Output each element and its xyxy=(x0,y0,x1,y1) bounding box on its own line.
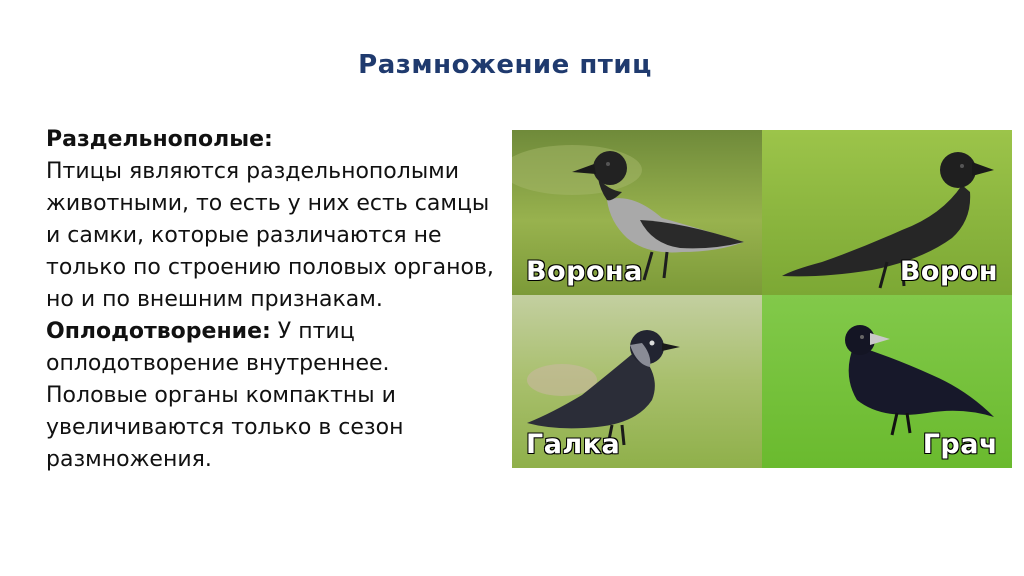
slide-title: Размножение птиц xyxy=(358,50,652,80)
photo-label-rook: Грач xyxy=(922,429,998,460)
photo-label-jackdaw: Галка xyxy=(526,429,621,460)
photo-label-hooded-crow: Ворона xyxy=(526,256,643,287)
paragraph-dioecious: Птицы являются раздельнополыми животными, то есть у них есть самцы и самки, которые различаются не только по строению половых органов, но и по внешним признакам. xyxy=(46,159,494,312)
paragraph-fertilization: У птиц оплодотворение внутреннее. Половые органы компактны и увеличиваются только в сезон размножения. xyxy=(46,319,404,472)
photo-hooded-crow xyxy=(512,130,762,295)
heading-fertilization: Оплодотворение: xyxy=(46,319,271,344)
heading-dioecious: Раздельнополые: xyxy=(46,127,273,152)
body-text xyxy=(46,124,496,476)
photo-rook xyxy=(762,295,1012,468)
photo-jackdaw xyxy=(512,295,762,468)
bird-photo-grid xyxy=(512,130,1012,468)
photo-label-raven: Ворон xyxy=(899,256,998,287)
photo-raven xyxy=(762,130,1012,295)
